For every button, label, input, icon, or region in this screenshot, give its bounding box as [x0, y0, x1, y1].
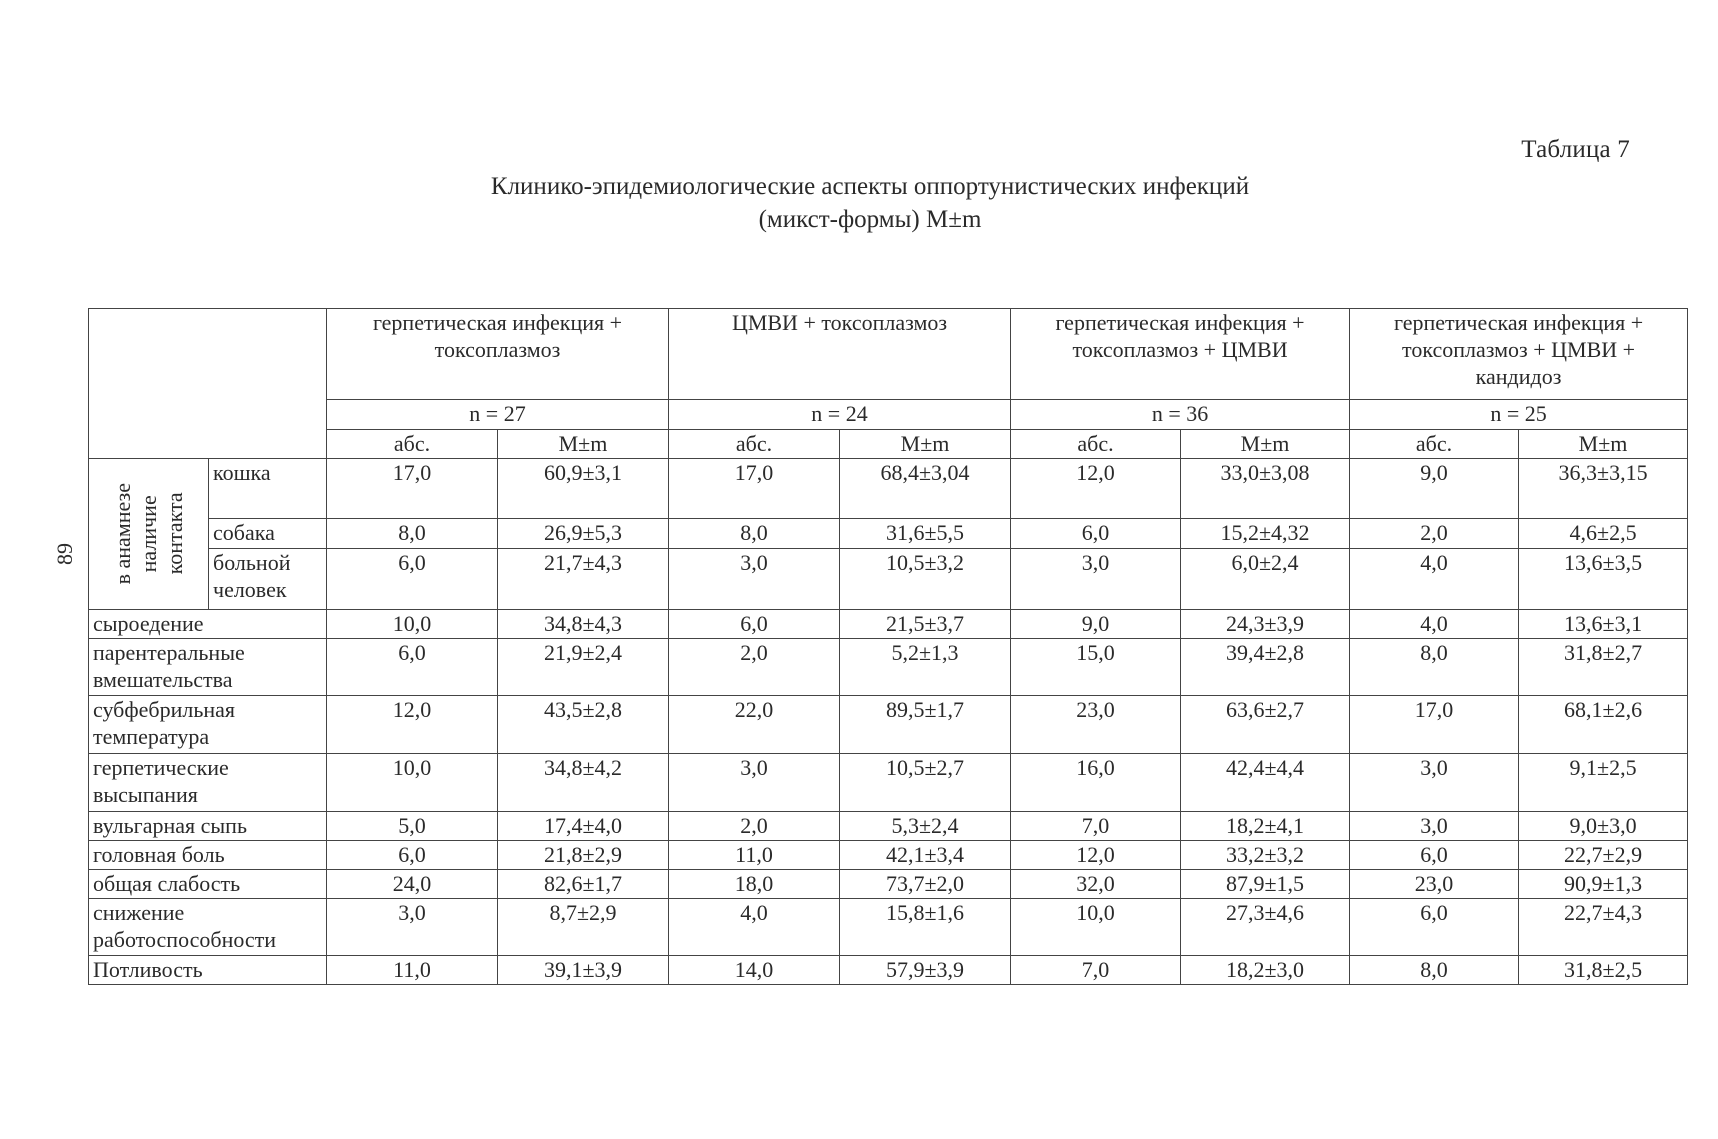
header-mm: М±m — [1181, 430, 1350, 459]
abs-value-cell: 10,0 — [327, 610, 498, 639]
mm-value-cell: 33,2±3,2 — [1181, 841, 1350, 870]
table-row — [89, 812, 1688, 841]
abs-value-cell: 6,0 — [327, 549, 498, 610]
mm-value-cell: 31,6±5,5 — [840, 518, 1011, 548]
abs-value-cell: 22,0 — [669, 696, 840, 754]
mm-value-cell: 31,8±2,7 — [1519, 639, 1688, 696]
row-label: Потливость — [89, 956, 327, 985]
mm-value-cell: 6,0±2,4 — [1181, 549, 1350, 610]
abs-value-cell: 15,0 — [1011, 639, 1181, 696]
table-row — [89, 841, 1688, 870]
abs-value-cell: 12,0 — [1011, 459, 1181, 519]
abs-value-cell: 16,0 — [1011, 754, 1181, 812]
abs-value-cell: 14,0 — [669, 956, 840, 985]
row-label: общая слабость — [89, 870, 327, 899]
abs-value-cell: 8,0 — [669, 518, 840, 548]
abs-value-cell: 17,0 — [327, 459, 498, 519]
header-abs: абс. — [1011, 430, 1181, 459]
mm-value-cell: 21,8±2,9 — [498, 841, 669, 870]
mm-value-cell: 21,7±4,3 — [498, 549, 669, 610]
mm-value-cell: 31,8±2,5 — [1519, 956, 1688, 985]
abs-value-cell: 10,0 — [1011, 899, 1181, 956]
abs-value-cell: 17,0 — [1350, 696, 1519, 754]
mm-value-cell: 24,3±3,9 — [1181, 610, 1350, 639]
mm-value-cell: 33,0±3,08 — [1181, 459, 1350, 519]
contact-group-cell — [89, 459, 209, 610]
header-group-4: герпетическая инфекция + токсоплазмоз + ЦМВИ + кандидоз — [1350, 309, 1688, 400]
abs-value-cell: 2,0 — [669, 812, 840, 841]
abs-value-cell: 3,0 — [669, 754, 840, 812]
table-row — [89, 639, 1688, 696]
header-n-1: n = 27 — [327, 400, 669, 430]
row-label: снижение работоспособности — [89, 899, 327, 956]
data-table — [88, 308, 1688, 985]
contact-row-label: кошка — [209, 459, 327, 519]
table-row — [89, 754, 1688, 812]
row-label: вульгарная сыпь — [89, 812, 327, 841]
mm-value-cell: 42,1±3,4 — [840, 841, 1011, 870]
abs-value-cell: 3,0 — [1350, 754, 1519, 812]
header-n-3: n = 36 — [1011, 400, 1350, 430]
table-row — [89, 899, 1688, 956]
header-mm: М±m — [1519, 430, 1688, 459]
row-label: сыроедение — [89, 610, 327, 639]
header-mm: М±m — [498, 430, 669, 459]
header-n-4: n = 25 — [1350, 400, 1688, 430]
abs-value-cell: 6,0 — [327, 639, 498, 696]
abs-value-cell: 12,0 — [327, 696, 498, 754]
mm-value-cell: 18,2±3,0 — [1181, 956, 1350, 985]
abs-value-cell: 10,0 — [327, 754, 498, 812]
abs-value-cell: 4,0 — [1350, 549, 1519, 610]
abs-value-cell: 11,0 — [669, 841, 840, 870]
header-abs: абс. — [327, 430, 498, 459]
mm-value-cell: 68,4±3,04 — [840, 459, 1011, 519]
title-line-2: (микст-формы) М±m — [758, 206, 982, 233]
mm-value-cell: 27,3±4,6 — [1181, 899, 1350, 956]
mm-value-cell: 22,7±2,9 — [1519, 841, 1688, 870]
abs-value-cell: 2,0 — [669, 639, 840, 696]
abs-value-cell: 7,0 — [1011, 812, 1181, 841]
abs-value-cell: 17,0 — [669, 459, 840, 519]
header-mm: М±m — [840, 430, 1011, 459]
mm-value-cell: 22,7±4,3 — [1519, 899, 1688, 956]
abs-value-cell: 6,0 — [669, 610, 840, 639]
header-n-2: n = 24 — [669, 400, 1011, 430]
header-corner — [89, 309, 327, 459]
header-row-groups — [89, 309, 1688, 400]
mm-value-cell: 13,6±3,5 — [1519, 549, 1688, 610]
contact-group-label: в анамнезе наличие контакта — [109, 483, 187, 585]
abs-value-cell: 6,0 — [327, 841, 498, 870]
contact-row-label: собака — [209, 518, 327, 548]
abs-value-cell: 12,0 — [1011, 841, 1181, 870]
abs-value-cell: 6,0 — [1011, 518, 1181, 548]
mm-value-cell: 15,8±1,6 — [840, 899, 1011, 956]
table-row — [89, 610, 1688, 639]
mm-value-cell: 39,1±3,9 — [498, 956, 669, 985]
mm-value-cell: 57,9±3,9 — [840, 956, 1011, 985]
abs-value-cell: 11,0 — [327, 956, 498, 985]
mm-value-cell: 9,0±3,0 — [1519, 812, 1688, 841]
mm-value-cell: 90,9±1,3 — [1519, 870, 1688, 899]
abs-value-cell: 5,0 — [327, 812, 498, 841]
abs-value-cell: 32,0 — [1011, 870, 1181, 899]
abs-value-cell: 3,0 — [1350, 812, 1519, 841]
table-row — [89, 696, 1688, 754]
mm-value-cell: 87,9±1,5 — [1181, 870, 1350, 899]
mm-value-cell: 43,5±2,8 — [498, 696, 669, 754]
abs-value-cell: 4,0 — [669, 899, 840, 956]
contact-row — [89, 518, 1688, 548]
mm-value-cell: 73,7±2,0 — [840, 870, 1011, 899]
title-line-1: Клинико-эпидемиологические аспекты оппортунистических инфекций — [490, 173, 1250, 200]
row-label: парентеральные вмешательства — [89, 639, 327, 696]
abs-value-cell: 4,0 — [1350, 610, 1519, 639]
mm-value-cell: 82,6±1,7 — [498, 870, 669, 899]
contact-row — [89, 549, 1688, 610]
header-group-2: ЦМВИ + токсоплазмоз — [669, 309, 1011, 400]
mm-value-cell: 34,8±4,3 — [498, 610, 669, 639]
mm-value-cell: 39,4±2,8 — [1181, 639, 1350, 696]
mm-value-cell: 36,3±3,15 — [1519, 459, 1688, 519]
contact-row — [89, 459, 1688, 519]
contact-row-label: больной человек — [209, 549, 327, 610]
mm-value-cell: 9,1±2,5 — [1519, 754, 1688, 812]
abs-value-cell: 23,0 — [1350, 870, 1519, 899]
mm-value-cell: 4,6±2,5 — [1519, 518, 1688, 548]
abs-value-cell: 18,0 — [669, 870, 840, 899]
table-number: Таблица 7 — [1521, 136, 1630, 163]
mm-value-cell: 34,8±4,2 — [498, 754, 669, 812]
mm-value-cell: 5,2±1,3 — [840, 639, 1011, 696]
abs-value-cell: 9,0 — [1350, 459, 1519, 519]
abs-value-cell: 7,0 — [1011, 956, 1181, 985]
mm-value-cell: 68,1±2,6 — [1519, 696, 1688, 754]
table-row — [89, 870, 1688, 899]
mm-value-cell: 8,7±2,9 — [498, 899, 669, 956]
table-row — [89, 956, 1688, 985]
header-group-3: герпетическая инфекция + токсоплазмоз + ЦМВИ — [1011, 309, 1350, 400]
header-abs: абс. — [1350, 430, 1519, 459]
mm-value-cell: 42,4±4,4 — [1181, 754, 1350, 812]
abs-value-cell: 3,0 — [1011, 549, 1181, 610]
row-label: головная боль — [89, 841, 327, 870]
abs-value-cell: 8,0 — [1350, 956, 1519, 985]
abs-value-cell: 2,0 — [1350, 518, 1519, 548]
mm-value-cell: 10,5±2,7 — [840, 754, 1011, 812]
header-group-1: герпетическая инфекция + токсоплазмоз — [327, 309, 669, 400]
mm-value-cell: 18,2±4,1 — [1181, 812, 1350, 841]
abs-value-cell: 6,0 — [1350, 841, 1519, 870]
header-row-columns — [89, 430, 1688, 459]
abs-value-cell: 8,0 — [1350, 639, 1519, 696]
row-label: субфебрильная температура — [89, 696, 327, 754]
mm-value-cell: 13,6±3,1 — [1519, 610, 1688, 639]
mm-value-cell: 17,4±4,0 — [498, 812, 669, 841]
abs-value-cell: 3,0 — [327, 899, 498, 956]
mm-value-cell: 63,6±2,7 — [1181, 696, 1350, 754]
mm-value-cell: 21,5±3,7 — [840, 610, 1011, 639]
table-title — [0, 170, 1718, 236]
mm-value-cell: 21,9±2,4 — [498, 639, 669, 696]
header-row-n — [89, 400, 1688, 430]
row-label: герпетические высыпания — [89, 754, 327, 812]
abs-value-cell: 9,0 — [1011, 610, 1181, 639]
page-number: 89 — [52, 543, 77, 565]
abs-value-cell: 8,0 — [327, 518, 498, 548]
abs-value-cell: 6,0 — [1350, 899, 1519, 956]
header-abs: абс. — [669, 430, 840, 459]
mm-value-cell: 15,2±4,32 — [1181, 518, 1350, 548]
mm-value-cell: 10,5±3,2 — [840, 549, 1011, 610]
mm-value-cell: 26,9±5,3 — [498, 518, 669, 548]
abs-value-cell: 24,0 — [327, 870, 498, 899]
mm-value-cell: 89,5±1,7 — [840, 696, 1011, 754]
mm-value-cell: 5,3±2,4 — [840, 812, 1011, 841]
abs-value-cell: 3,0 — [669, 549, 840, 610]
mm-value-cell: 60,9±3,1 — [498, 459, 669, 519]
abs-value-cell: 23,0 — [1011, 696, 1181, 754]
